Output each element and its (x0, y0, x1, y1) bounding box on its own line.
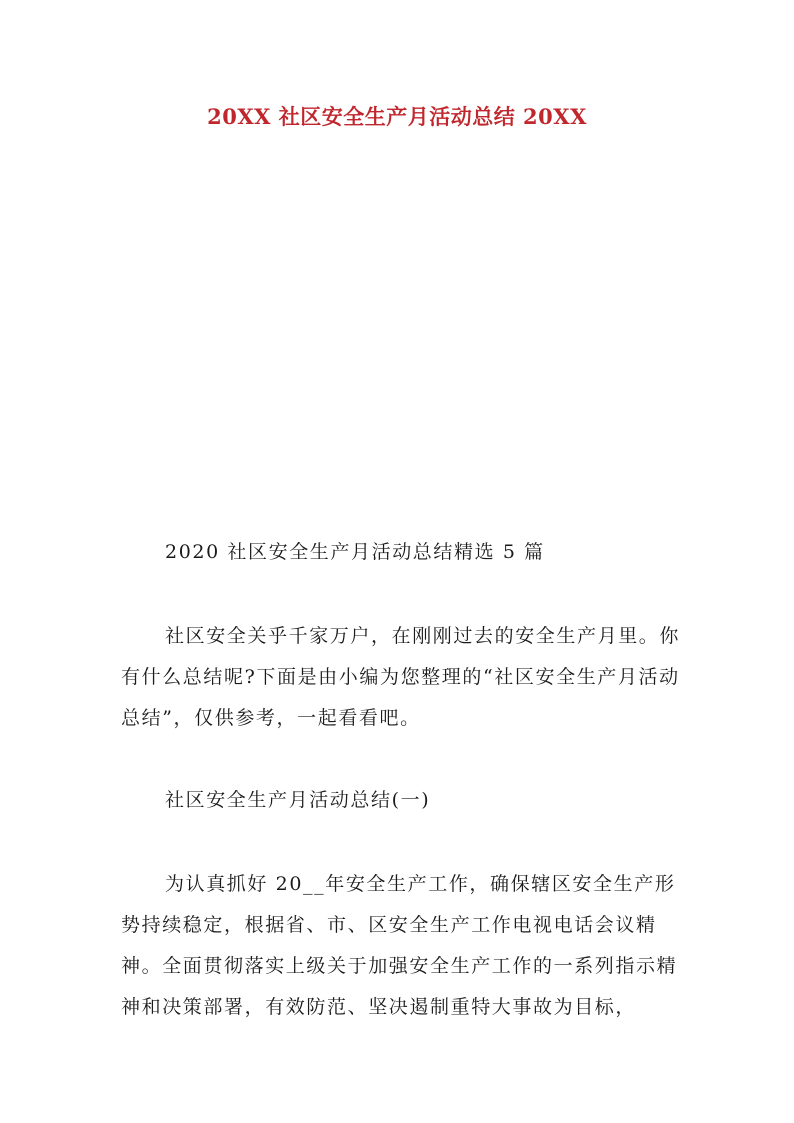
section-heading: 社区安全生产月活动总结(一) (165, 789, 431, 811)
document-title: 20XX 社区安全生产月活动总结 20XX (207, 104, 587, 129)
subtitle-line: 2020 社区安全生产月活动总结精选 5 篇 (165, 541, 545, 563)
body-paragraph: 为认真抓好 20__年安全生产工作，确保辖区安全生产形势持续稳定，根据省、市、区安全生产工作电视电话会议精神。全面贯彻落实上级关于加强安全生产工作的一系列指示精神和决策部署，有效防范、坚决遏制重特大事故为目标， (121, 873, 678, 1018)
intro-paragraph: 社区安全关乎千家万户，在刚刚过去的安全生产月里。你有什么总结呢?下面是由小编为您整理的“社区安全生产月活动总结”，仅供参考，一起看看吧。 (121, 625, 681, 729)
